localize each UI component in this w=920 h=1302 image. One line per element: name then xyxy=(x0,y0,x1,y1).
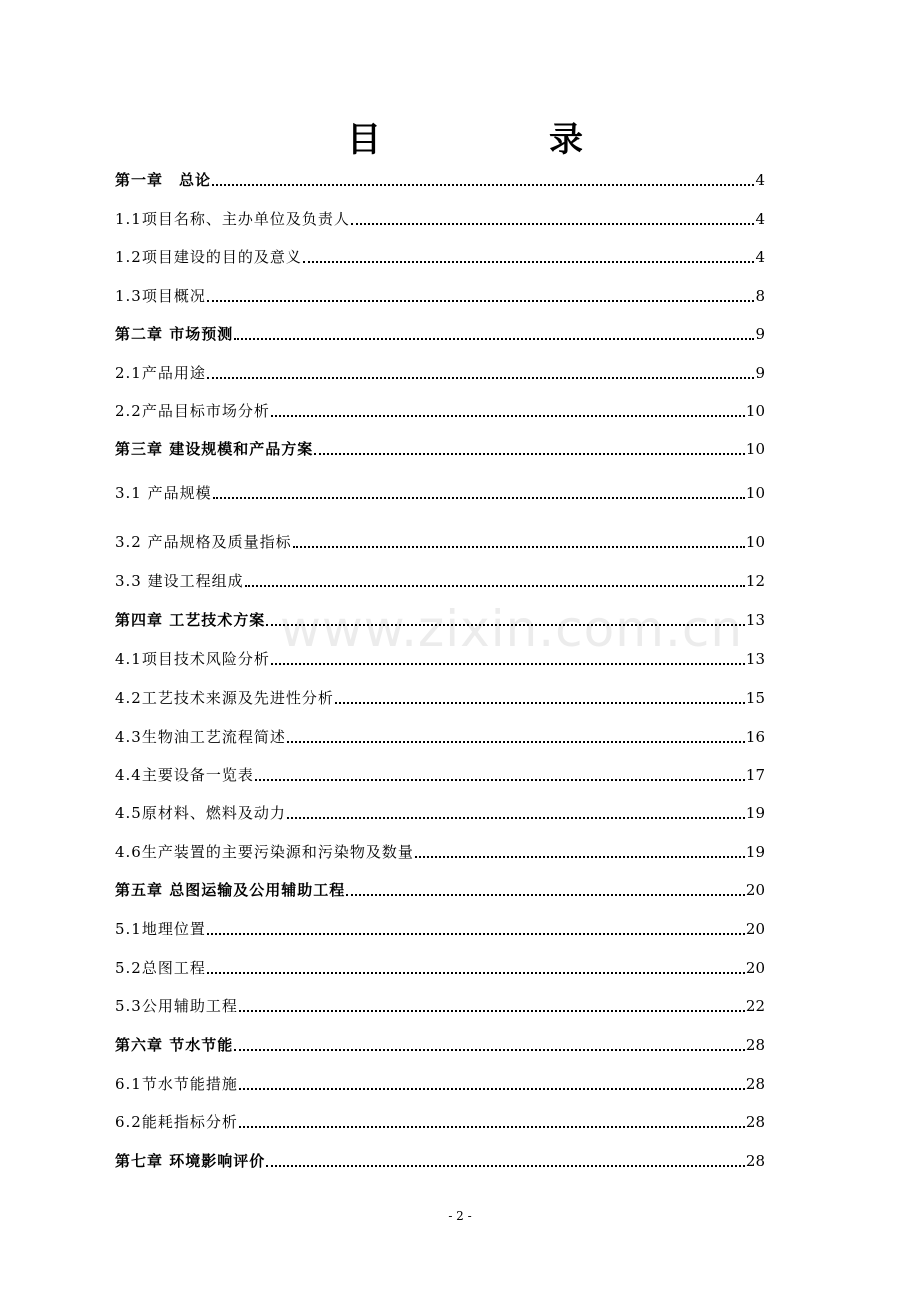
toc-entry-page: 17 xyxy=(745,766,765,784)
watermark: www.zixin.com.cn xyxy=(280,600,744,658)
toc-entry-page: 20 xyxy=(745,881,765,899)
toc-leader-dots xyxy=(239,1088,745,1090)
toc-entry-label: 第五章 总图运输及公用辅助工程 xyxy=(115,881,346,899)
toc-entry-label: 第二章 市场预测 xyxy=(115,325,234,343)
toc-leader-dots xyxy=(271,415,745,417)
toc-leader-dots xyxy=(266,624,745,626)
toc-leader-dots xyxy=(314,453,745,455)
toc-entry-label: 4.1项目技术风险分析 xyxy=(115,650,270,668)
toc-entry-label: 4.6生产装置的主要污染源和污染物及数量 xyxy=(115,843,414,861)
page-number: - 2 - xyxy=(448,1209,472,1223)
toc-leader-dots xyxy=(346,894,745,896)
toc-leader-dots xyxy=(351,223,755,225)
toc-leader-dots xyxy=(335,702,745,704)
toc-entry-label: 3.3 建设工程组成 xyxy=(115,572,244,590)
toc-leader-dots xyxy=(234,338,754,340)
toc-entry-label: 第六章 节水节能 xyxy=(115,1036,234,1054)
toc-leader-dots xyxy=(207,300,755,302)
toc-entry-page: 13 xyxy=(745,650,765,668)
toc-leader-dots xyxy=(212,184,754,186)
toc-chapter-entry[interactable] xyxy=(115,168,765,192)
toc-leader-dots xyxy=(255,779,745,781)
toc-section-entry[interactable] xyxy=(115,481,765,505)
toc-entry-label: 第七章 环境影响评价 xyxy=(115,1152,266,1170)
toc-title-char-2: 录 xyxy=(549,120,583,160)
toc-section-entry[interactable] xyxy=(115,840,765,864)
toc-entry-page: 10 xyxy=(745,484,765,502)
toc-title xyxy=(0,112,920,160)
toc-section-entry[interactable] xyxy=(115,1072,765,1096)
toc-leader-dots xyxy=(234,1049,745,1051)
toc-section-entry[interactable] xyxy=(115,686,765,710)
toc-section-entry[interactable] xyxy=(115,647,765,671)
toc-section-entry[interactable] xyxy=(115,956,765,980)
toc-entry-label: 4.2工艺技术来源及先进性分析 xyxy=(115,689,334,707)
toc-entry-page: 8 xyxy=(755,287,765,305)
toc-section-entry[interactable] xyxy=(115,530,765,554)
toc-entry-page: 28 xyxy=(745,1152,765,1170)
toc-entry-label: 5.2总图工程 xyxy=(115,959,206,977)
toc-section-entry[interactable] xyxy=(115,361,765,385)
toc-entry-label: 1.3项目概况 xyxy=(115,287,206,305)
toc-entry-label: 4.5原材料、燃料及动力 xyxy=(115,804,286,822)
toc-section-entry[interactable] xyxy=(115,569,765,593)
toc-chapter-entry[interactable] xyxy=(115,1033,765,1057)
toc-entry-label: 2.1产品用途 xyxy=(115,364,206,382)
toc-section-entry[interactable] xyxy=(115,994,765,1018)
toc-chapter-entry[interactable] xyxy=(115,1149,765,1173)
toc-entry-page: 19 xyxy=(745,843,765,861)
toc-entry-page: 4 xyxy=(755,248,765,266)
toc-section-entry[interactable] xyxy=(115,801,765,825)
toc-entry-label: 3.2 产品规格及质量指标 xyxy=(115,533,292,551)
toc-entry-page: 12 xyxy=(745,572,765,590)
toc-leader-dots xyxy=(293,546,745,548)
toc-title-char-1: 目 xyxy=(347,120,381,160)
toc-leader-dots xyxy=(245,585,745,587)
toc-entry-page: 9 xyxy=(755,364,765,382)
toc-leader-dots xyxy=(239,1010,745,1012)
toc-entry-label: 4.3生物油工艺流程简述 xyxy=(115,728,286,746)
toc-entry-page: 10 xyxy=(745,402,765,420)
toc-entry-label: 第一章 总论 xyxy=(115,171,212,189)
toc-entry-page: 20 xyxy=(745,959,765,977)
toc-entry-label: 5.3公用辅助工程 xyxy=(115,997,238,1015)
toc-leader-dots xyxy=(303,261,755,263)
toc-leader-dots xyxy=(213,497,745,499)
toc-chapter-entry[interactable] xyxy=(115,878,765,902)
toc-entry-page: 10 xyxy=(745,440,765,458)
toc-entry-page: 15 xyxy=(745,689,765,707)
toc-chapter-entry[interactable] xyxy=(115,322,765,346)
toc-section-entry[interactable] xyxy=(115,725,765,749)
toc-section-entry[interactable] xyxy=(115,245,765,269)
toc-section-entry[interactable] xyxy=(115,763,765,787)
toc-leader-dots xyxy=(287,741,745,743)
toc-leader-dots xyxy=(207,377,755,379)
toc-entry-label: 4.4主要设备一览表 xyxy=(115,766,254,784)
toc-leader-dots xyxy=(271,663,745,665)
toc-entry-page: 22 xyxy=(745,997,765,1015)
toc-section-entry[interactable] xyxy=(115,1110,765,1134)
toc-entry-page: 4 xyxy=(755,210,765,228)
toc-leader-dots xyxy=(287,817,745,819)
toc-entry-label: 3.1 产品规模 xyxy=(115,484,212,502)
toc-entry-label: 1.2项目建设的目的及意义 xyxy=(115,248,302,266)
toc-entry-label: 5.1地理位置 xyxy=(115,920,206,938)
toc-leader-dots xyxy=(207,933,745,935)
toc-entry-page: 28 xyxy=(745,1113,765,1131)
toc-section-entry[interactable] xyxy=(115,207,765,231)
toc-entry-page: 13 xyxy=(745,611,765,629)
toc-entry-page: 28 xyxy=(745,1075,765,1093)
toc-chapter-entry[interactable] xyxy=(115,608,765,632)
toc-chapter-entry[interactable] xyxy=(115,437,765,461)
toc-entry-label: 第四章 工艺技术方案 xyxy=(115,611,266,629)
toc-leader-dots xyxy=(239,1126,745,1128)
toc-entry-label: 6.1节水节能措施 xyxy=(115,1075,238,1093)
toc-entry-label: 第三章 建设规模和产品方案 xyxy=(115,440,314,458)
toc-leader-dots xyxy=(207,972,745,974)
toc-leader-dots xyxy=(415,856,745,858)
toc-entry-page: 4 xyxy=(755,171,765,189)
toc-entry-label: 2.2产品目标市场分析 xyxy=(115,402,270,420)
toc-entry-page: 20 xyxy=(745,920,765,938)
toc-entry-page: 9 xyxy=(755,325,765,343)
toc-leader-dots xyxy=(266,1165,745,1167)
toc-section-entry[interactable] xyxy=(115,399,765,423)
toc-section-entry[interactable] xyxy=(115,917,765,941)
toc-entry-label: 6.2能耗指标分析 xyxy=(115,1113,238,1131)
toc-entry-page: 10 xyxy=(745,533,765,551)
toc-entry-label: 1.1项目名称、主办单位及负责人 xyxy=(115,210,350,228)
toc-entry-page: 16 xyxy=(745,728,765,746)
toc-entry-page: 28 xyxy=(745,1036,765,1054)
toc-entry-page: 19 xyxy=(745,804,765,822)
toc-section-entry[interactable] xyxy=(115,284,765,308)
